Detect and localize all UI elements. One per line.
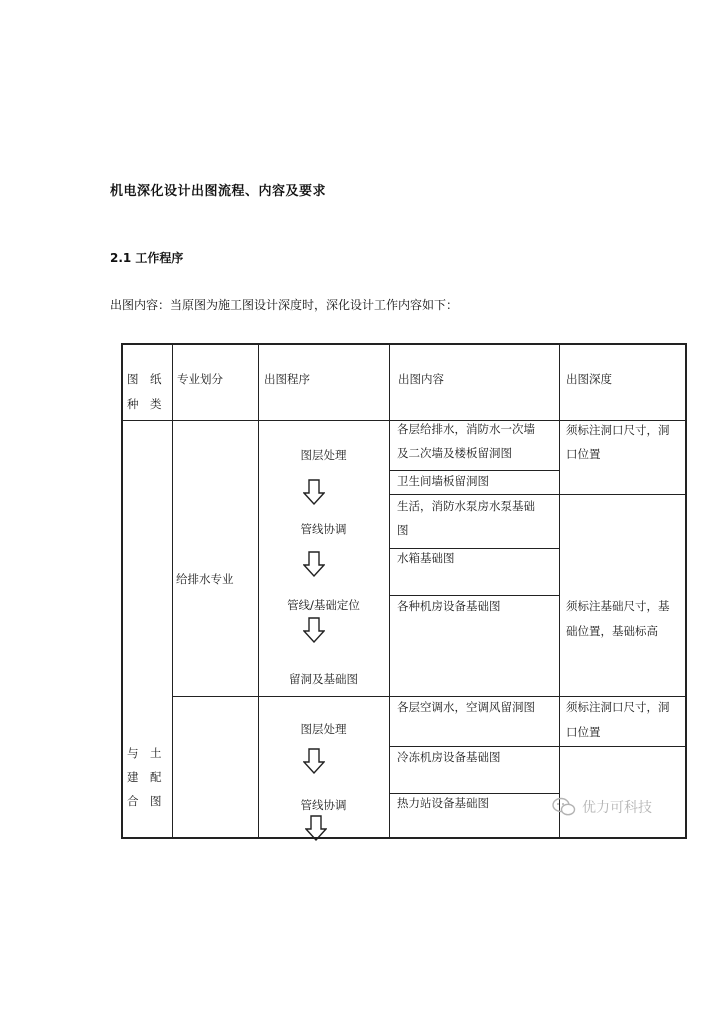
down-arrow-icon [303,748,325,774]
header-procedure: 出图程序 [264,372,310,386]
depth-3-line1: 须标注洞口尺寸，洞 [566,700,670,714]
content-row-5: 各种机房设备基础图 [397,599,501,613]
procedure-step-layer: 图层处理 [300,448,347,462]
down-arrow-icon [303,617,325,643]
header-type-line1: 图 纸 [127,372,162,386]
header-content: 出图内容 [398,372,444,386]
depth-1-line1: 须标注洞口尺寸，洞 [566,423,670,437]
design-output-table [121,343,687,839]
header-discipline: 专业划分 [177,372,223,386]
type-cell-line1: 与 土 [127,746,162,760]
watermark-text: 优力可科技 [582,800,652,816]
type-cell-line3: 合 图 [127,794,162,808]
type-cell-line2: 建 配 [127,770,162,784]
content-row-4: 水箱基础图 [397,551,455,565]
depth-2-line2: 础位置，基础标高 [566,624,658,638]
procedure-step-layer-2: 图层处理 [300,722,347,736]
section-heading: 2.1 工作程序 [110,251,184,265]
depth-3-line2: 口位置 [566,725,601,739]
content-row-6: 各层空调水，空调风留洞图 [397,700,535,714]
down-arrow-icon [303,479,325,505]
document-title: 机电深化设计出图流程、内容及要求 [110,184,327,199]
procedure-step-drawings: 留洞及基础图 [289,672,358,686]
wechat-icon [552,797,576,817]
discipline-water: 给排水专业 [176,572,234,586]
depth-2-line1: 须标注基础尺寸，基 [566,599,670,613]
intro-text: 出图内容：当原图为施工图设计深度时，深化设计工作内容如下： [110,298,459,312]
content-row-3-line1: 生活，消防水泵房水泵基础 [397,499,535,513]
content-row-1-line2: 及二次墙及楼板留洞图 [397,446,512,460]
content-row-2: 卫生间墙板留洞图 [397,474,489,488]
header-type-line2: 种 类 [127,397,162,411]
procedure-step-coordination-2: 管线协调 [300,798,347,812]
content-row-8: 热力站设备基础图 [397,796,489,810]
down-arrow-icon [303,551,325,577]
depth-1-line2: 口位置 [566,447,601,461]
content-row-1-line1: 各层给排水，消防水一次墙 [397,422,535,436]
content-row-7: 冷冻机房设备基础图 [397,750,501,764]
procedure-step-positioning: 管线/基础定位 [287,598,360,612]
header-depth: 出图深度 [566,372,612,386]
down-arrow-icon [305,815,327,841]
content-row-3-line2: 图 [397,523,409,537]
procedure-step-coordination: 管线协调 [300,522,347,536]
watermark [552,797,652,817]
